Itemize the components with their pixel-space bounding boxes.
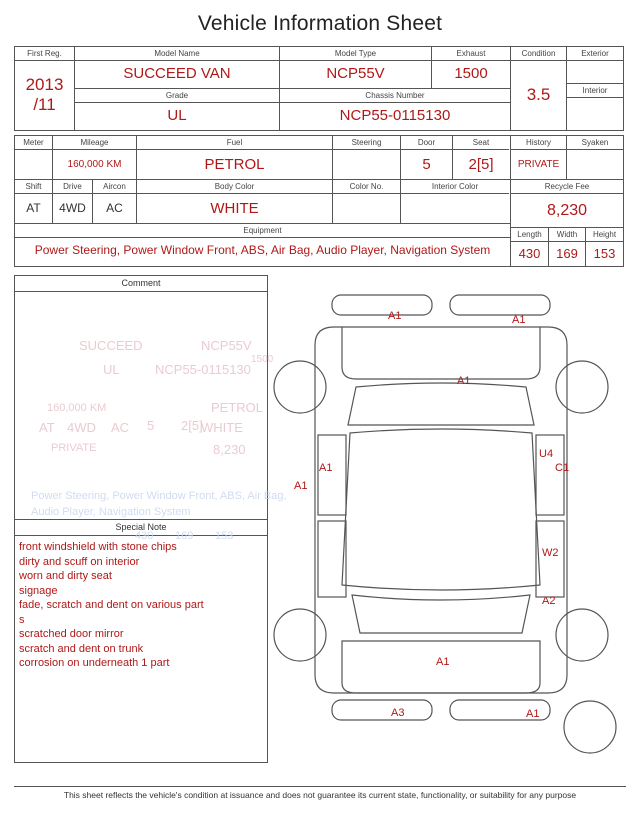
history-label: History [511,136,566,150]
spec-left-block [14,135,510,267]
windshield [348,383,534,425]
wheel-rear-left [274,609,326,661]
height-cell [586,228,623,266]
body-outline [315,327,570,693]
notes-column [14,275,287,780]
grade-value: UL [167,107,187,124]
comment-ghost-6: PETROL [211,400,264,415]
equipment-cell [15,224,510,263]
comment-ghost-12: AC [111,420,130,435]
color-no-label: Color No. [333,180,400,194]
history-value: PRIVATE [517,159,560,170]
spec-row-1 [15,136,510,180]
color-no-value [333,194,400,223]
shift-value: AT [26,201,41,215]
comment-ghost-2: 1500 [251,354,274,365]
equipment-row [15,224,510,263]
rear-bumper-left [332,700,432,720]
first-reg-cell [15,47,75,130]
spec-block [14,135,626,267]
comment-ghost-10: AT [39,420,55,435]
interior-color-value [401,194,509,223]
damage-mark: A2 [542,595,556,607]
model-name-value: SUCCEED VAN [123,65,231,82]
steering-label: Steering [333,136,400,150]
comment-ghost-13: WHITE [201,420,243,435]
body-color-label: Body Color [137,180,332,194]
special-note-line: s [19,613,25,626]
exterior-value [567,61,623,84]
fuel-cell [137,136,333,179]
comment-ghost-16: Audio Player, Navigation System [31,506,191,518]
door-label: Door [401,136,452,150]
steering-cell [333,136,401,179]
first-reg-year: 2013 [25,74,64,94]
damage-mark: C1 [555,462,570,474]
damage-mark: A1 [526,708,540,720]
length-cell [511,228,549,266]
roof [342,429,540,590]
fuel-value: PETROL [204,156,265,173]
front-bumper-right [450,295,550,315]
special-note-line: worn and dirty seat [19,570,112,582]
damage-mark: A1 [319,462,333,474]
comment-ghost-9: PRIVATE [51,442,97,454]
model-name-label: Model Name [75,47,279,61]
shift-cell [15,180,53,223]
front-bumper-left [332,295,432,315]
equipment-value: Power Steering, Power Window Front, ABS, Air Bag, Audio Player, Navigation System [34,243,491,257]
interior-color-cell [401,180,509,223]
hood-panel [342,327,540,379]
first-reg-label: First Reg. [15,47,74,61]
color-no-cell [333,180,401,223]
width-value: 169 [556,246,578,261]
comment-ghost-7: 5 [147,418,155,433]
page-title: Vehicle Information Sheet [197,12,443,35]
model-type-label: Model Type [280,47,431,61]
damage-mark: U4 [539,448,554,460]
model-type-value: NCP55V [326,65,385,82]
condition-value: 3.5 [526,84,551,104]
exhaust-label: Exhaust [432,47,510,61]
recycle-fee-label: Recycle Fee [511,180,623,194]
mileage-label: Mileage [53,136,136,150]
comment-ghost-1: NCP55V [201,338,252,353]
grade-label: Grade [75,89,279,103]
exterior-label: Exterior [567,47,623,61]
length-value: 430 [518,246,541,261]
left-front-door [318,435,346,515]
body-color-cell [137,180,333,223]
damage-mark: A3 [391,707,405,719]
dimensions-row [511,228,623,266]
seat-value: 2[5] [468,156,494,173]
meter-label: Meter [15,136,52,150]
special-note-line: front windshield with stone chips [19,541,177,553]
car-diagram-svg [272,275,626,775]
seat-cell [453,136,509,179]
comment-ghost-8: 2[5] [181,418,203,433]
wheel-front-right [556,361,608,413]
spare-wheel [564,701,616,753]
recycle-fee-row [511,180,623,228]
history-row [511,136,623,180]
damage-mark: W2 [542,547,559,559]
right-rear-door [536,521,564,597]
drive-label: Drive [53,180,92,194]
mileage-cell [53,136,137,179]
special-note-title: Special Note [15,520,267,536]
shift-label: Shift [15,180,52,194]
special-note-line: scratch and dent on trunk [19,642,144,655]
exhaust-value: 1500 [454,65,488,82]
damage-mark: A1 [388,310,402,322]
drive-value: 4WD [59,201,86,215]
syaken-label: Syaken [567,136,623,150]
exhaust-cell [432,47,510,88]
comment-title: Comment [15,276,267,292]
rear-window [352,595,530,633]
left-rear-door [318,521,346,597]
damage-mark: A1 [457,375,471,387]
length-label: Length [511,228,548,242]
comment-ghost-15: Power Steering, Power Window Front, ABS, Air Bag, [31,490,287,502]
special-note-box [14,520,268,763]
syaken-value [567,150,623,179]
seat-label: Seat [453,136,509,150]
comment-ghost-3: UL [103,362,120,377]
chassis-value: NCP55-0115130 [339,107,451,124]
recycle-fee-cell [511,180,623,227]
condition-cell [511,47,567,130]
comment-ghost-17: 430 [135,530,154,542]
condition-label: Condition [511,47,566,61]
damage-mark: A1 [294,480,308,492]
interior-label: Interior [567,84,623,98]
interior-value [567,98,623,120]
model-type-cell [280,47,432,88]
special-note-line: scratched door mirror [19,628,124,640]
comment-ghost-11: 4WD [67,420,96,435]
history-cell [511,136,567,179]
special-note-line: dirty and scuff on interior [19,555,140,568]
damage-mark: A1 [436,656,450,668]
car-diagram [272,275,626,780]
header-block [14,46,626,131]
height-value: 153 [593,246,616,261]
aircon-value: AC [106,201,123,215]
comment-ghost-0: SUCCEED [79,338,143,353]
comment-ghost-19: 153 [215,530,234,542]
wheel-rear-right [556,609,608,661]
drive-cell [53,180,93,223]
comment-ghost-18: 169 [175,530,194,542]
wheel-front-left [274,361,326,413]
footer-disclaimer: This sheet reflects the vehicle's condition at issuance and does not guarantee its current state, functionality, or suitability for any purpose [14,786,626,801]
condition-block [510,46,624,131]
body-color-value: WHITE [210,200,259,217]
damage-mark: A1 [512,314,526,326]
special-note-line: corrosion on underneath 1 part [19,657,170,669]
first-reg-month: /11 [33,94,56,114]
interior-color-label: Interior Color [401,180,509,194]
spec-row-2 [15,180,510,224]
meter-cell [15,136,53,179]
right-front-door [536,435,564,515]
header-left-block [14,46,510,131]
width-cell [549,228,586,266]
lower-area [14,275,626,780]
model-name-cell [75,47,280,88]
comment-ghost-4: NCP55-0115130 [155,362,251,377]
meter-value [15,150,52,179]
chassis-cell [280,89,510,130]
syaken-cell [567,136,623,179]
fuel-label: Fuel [137,136,332,150]
height-label: Height [586,228,623,242]
mileage-value: 160,000 KM [67,159,122,170]
steering-value [333,150,400,179]
spec-right-block [510,135,624,267]
chassis-label: Chassis Number [280,89,510,103]
door-cell [401,136,453,179]
equipment-label: Equipment [15,224,510,238]
special-note-line: fade, scratch and dent on various part [19,599,204,611]
comment-ghost-5: 160,000 KM [47,402,107,414]
aircon-label: Aircon [93,180,136,194]
grade-cell [75,89,280,130]
comment-ghost-14: 8,230 [213,442,246,457]
aircon-cell [93,180,137,223]
special-note-line: signage [19,584,58,597]
recycle-fee-value: 8,230 [546,202,588,219]
width-label: Width [549,228,585,242]
special-note-body [15,536,267,762]
door-value: 5 [422,156,431,173]
